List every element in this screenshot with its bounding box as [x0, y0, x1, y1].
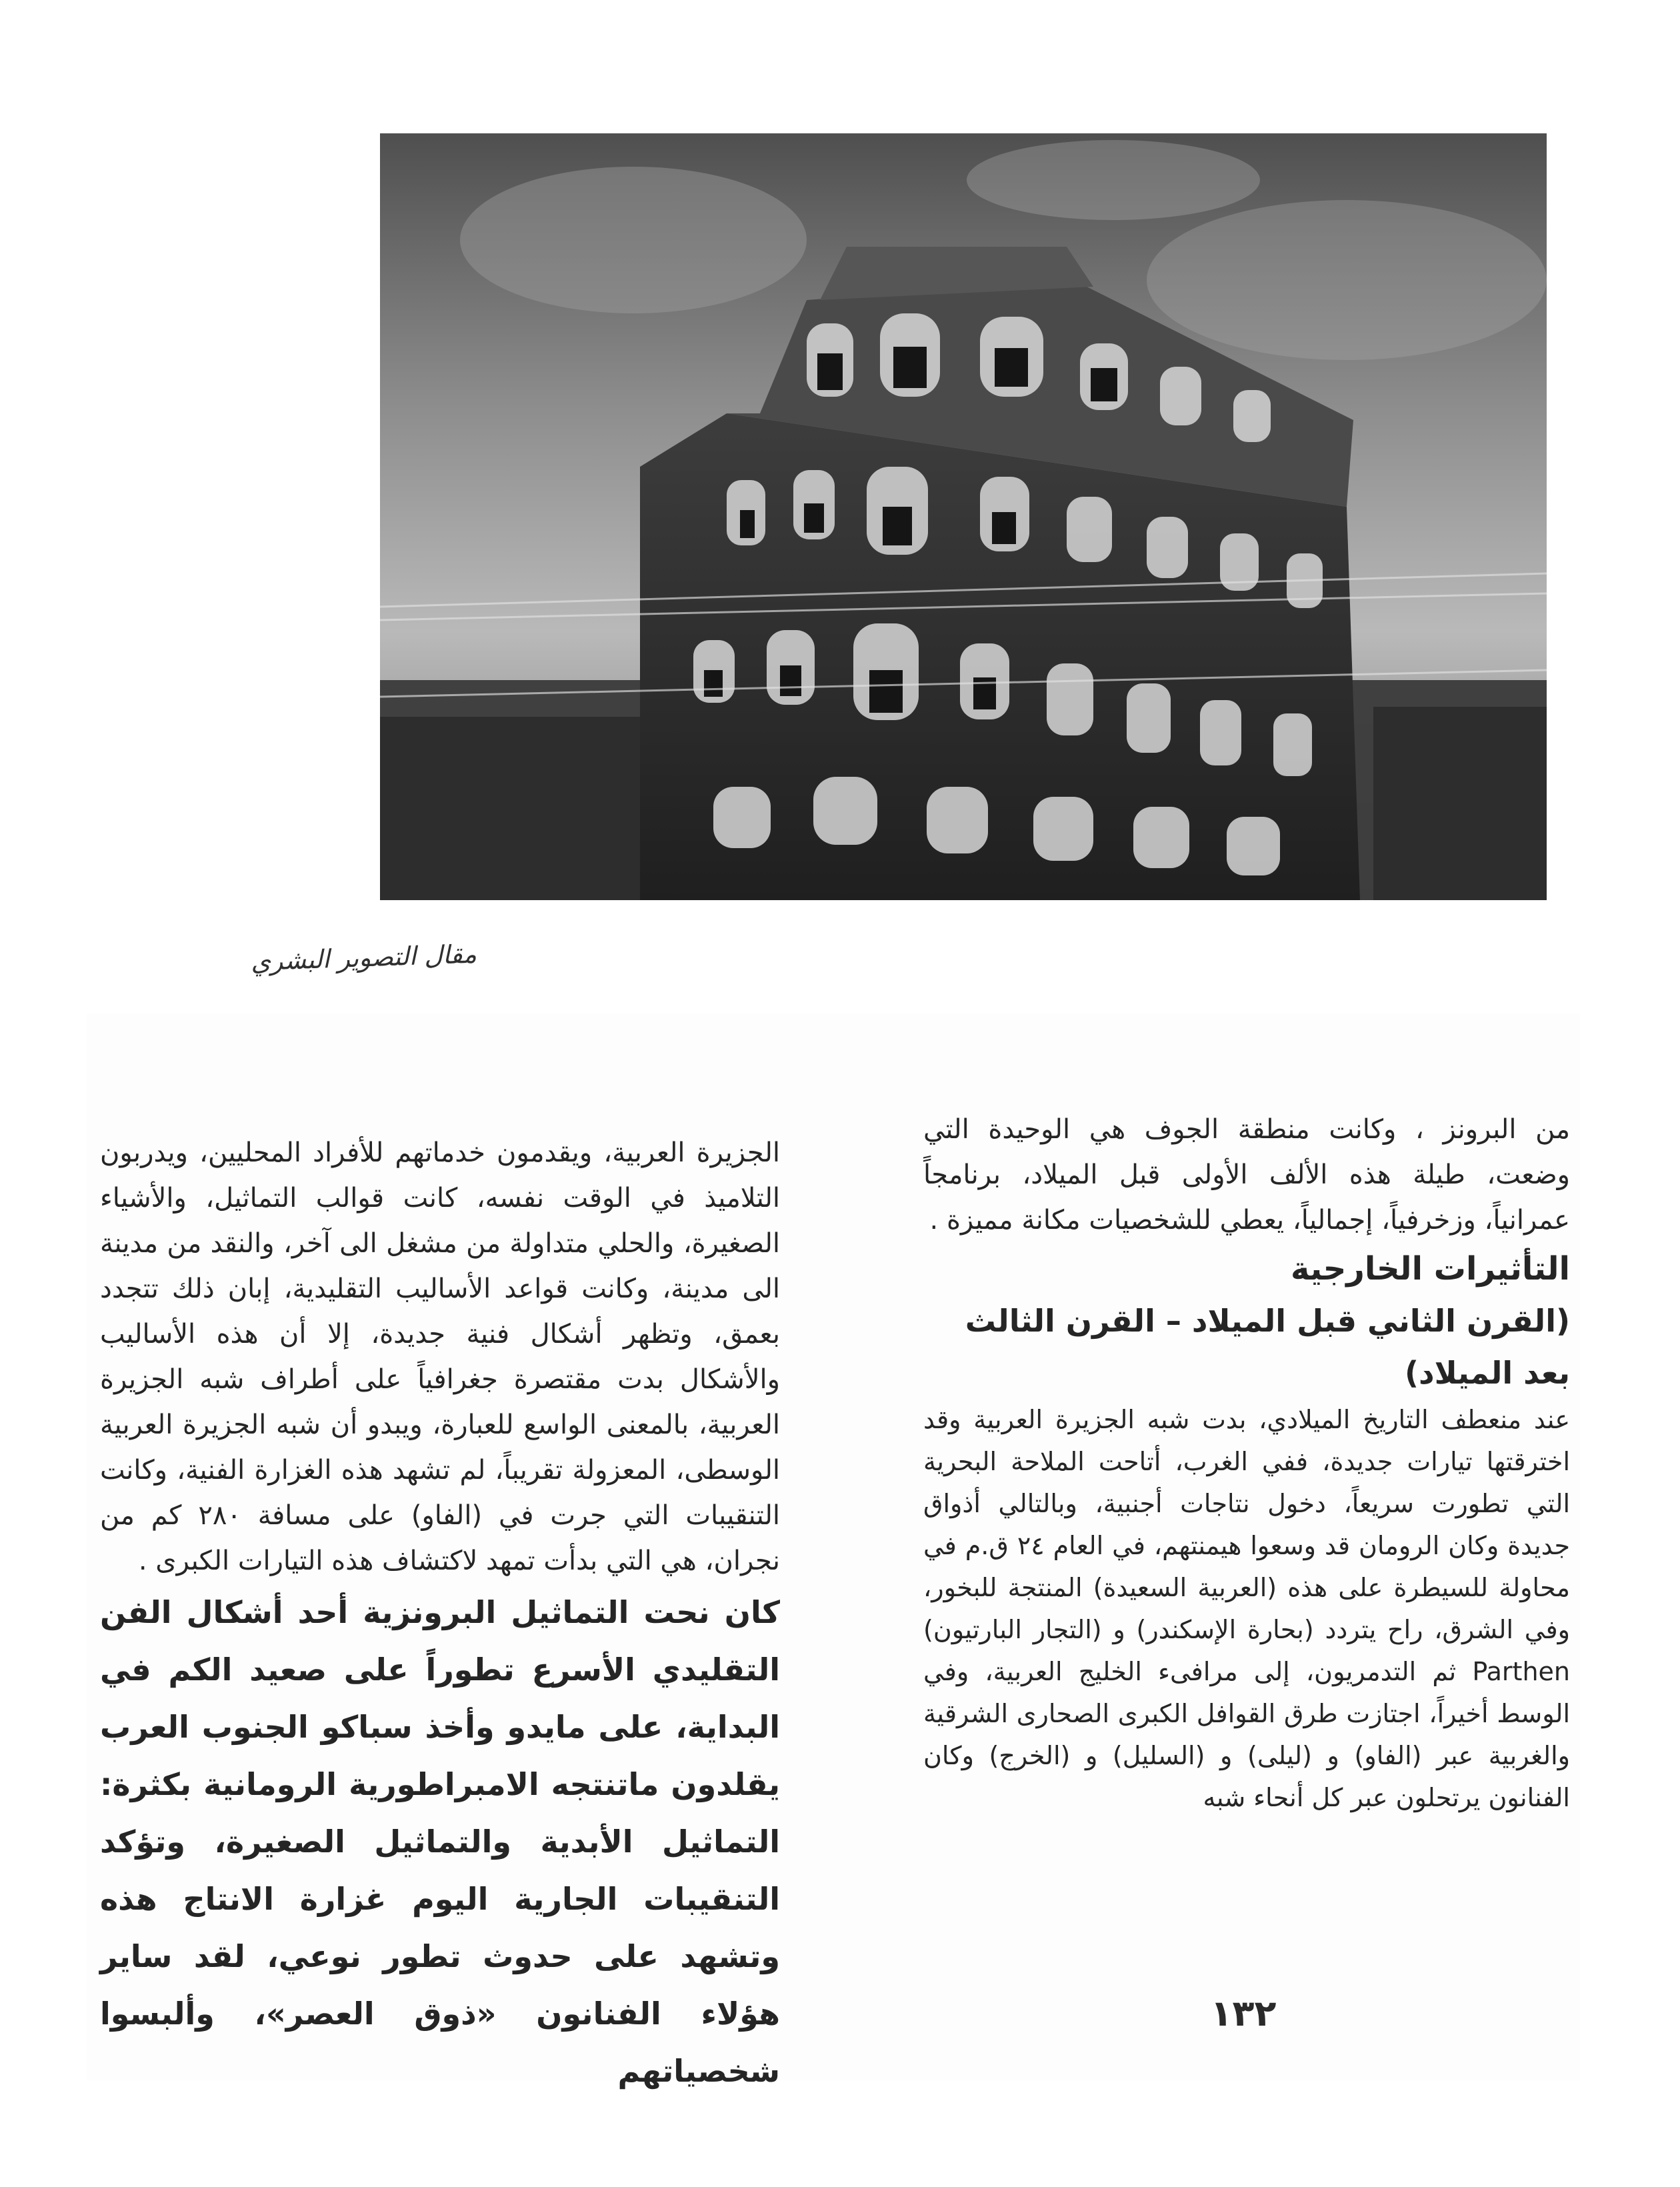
section-subtitle: (القرن الثاني قبل الميلاد – القرن الثالث بعد الميلاد) [965, 1303, 1570, 1391]
right-column-body-paragraph: عند منعطف التاريخ الميلادي، بدت شبه الجزيرة العربية وقد اخترقتها تيارات جديدة، ففي الغرب، أتاحت الملاحة البحرية التي تطورت سريعاً، دخول نتاجات أجنبية، وبالتالي أذواق جديدة وكان الرومان قد وسعوا هيمنتهم، في العام ٢٤ ق.م في محاولة للسيطرة على هذه (العربية السعيدة) المنتجة للبخور، وفي الشرق، راح يتردد (بحارة الإسكندر) و (التجار البارتيون) Parthen ثم التدمريون، إلى مرافىء الخليج العربية، وفي الوسط أخيراً، اجتازت طرق القوافل الكبرى الصحارى الشرقية والغربية عبر (الفاو) و (ليلى) و (السليل) و (الخرج) وكان الفنانون يرتحلون عبر كل أنحاء شبه [923, 1405, 1570, 1812]
photo-caption: مقال التصوير البشري [250, 939, 477, 977]
left-column [100, 1130, 780, 2100]
tower-house-photo [380, 133, 1547, 900]
left-column-body-paragraph: الجزيرة العربية، ويقدمون خدماتهم للأفراد المحليين، ويدربون التلاميذ في الوقت نفسه، كانت قوالب التماثيل، والأشياء الصغيرة، والحلي متداولة من مشغل الى آخر، والنقد من مدينة الى مدينة، وكانت قواعد الأساليب التقليدية، إبان ذلك تتجدد بعمق، وتظهر أشكال فنية جديدة، إلا أن هذه الأساليب والأشكال بدت مقتصرة جغرافياً على أطراف شبه الجزيرة العربية، بالمعنى الواسع للعبارة، ويبدو أن شبه الجزيرة العربية الوسطى، المعزولة تقريباً، لم تشهد هذه الغزارة الفنية، وكانت التنقيبات التي جرت في (الفاو) على مسافة ٢٨٠ كم من نجران، هي التي بدأت تمهد لاكتشاف هذه التيارات الكبرى . [100, 1138, 781, 1576]
left-column-bold-paragraph: كان نحت التماثيل البرونزية أحد أشكال الفن التقليدي الأسرع تطوراً على صعيد الكم في البداية، على مايدو وأخذ سباكو الجنوب العرب يقلدون ماتنتجه الامبراطورية الرومانية بكثرة: التماثيل الأبدية والتماثيل الصغيرة، وتؤكد التنقيبات الجارية اليوم غزارة الانتاج هذه وتشهد على حدوث تطور نوعي، لقد ساير هؤلاء الفنانون «ذوق العصر»، وألبسوا شخصياتهم [100, 1594, 780, 2089]
tower-house-illustration [380, 133, 1547, 900]
section-title: التأثيرات الخارجية [1291, 1250, 1570, 1288]
right-column-opening-paragraph: من البرونز ، وكانت منطقة الجوف هي الوحيدة التي وضعت، طيلة هذه الألف الأولى قبل الميلاد، برنامجاً عمرانياً، وزخرفياً، إجمالياً، يعطي للشخصيات مكانة مميزة . [923, 1114, 1570, 1236]
right-column [923, 1107, 1570, 1819]
page-number: ١٣٢ [1210, 1992, 1277, 2034]
